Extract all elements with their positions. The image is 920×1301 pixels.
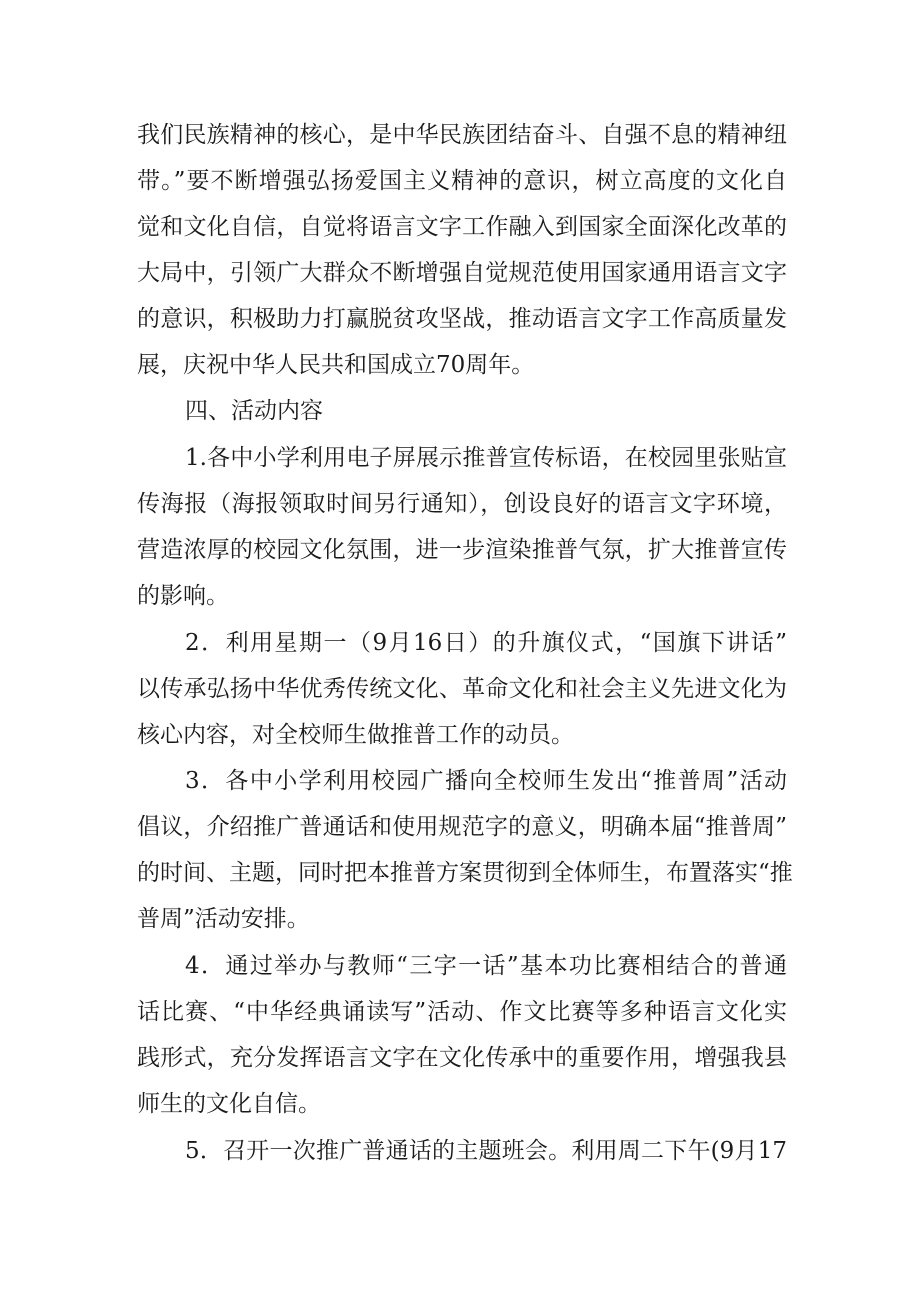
item-line: 践形式，充分发挥语言文字在文化传承中的重要作用，增强我县: [137, 1045, 787, 1071]
item-line: 1.各中小学利用电子屏展示推普宣传标语，在校园里张贴宣: [185, 445, 787, 471]
paragraph-line: 大局中，引领广大群众不断增强自觉规范使用国家通用语言文字: [137, 260, 787, 286]
item-line: 倡议，介绍推广普通话和使用规范字的意义，明确本届“推普周”: [137, 814, 787, 840]
item-line: 核心内容，对全校师生做推普工作的动员。: [137, 722, 574, 748]
item-line: 传海报（海报领取时间另行通知），创设良好的语言文字环境，: [137, 491, 787, 517]
paragraph-line: 展，庆祝中华人民共和国成立70周年。: [137, 352, 535, 378]
item-line: 2．利用星期一（9月16日）的升旗仪式，“国旗下讲话”: [185, 630, 787, 656]
section-heading: 四、活动内容: [185, 398, 323, 424]
item-line: 3．各中小学利用校园广播向全校师生发出“推普周”活动: [185, 768, 787, 794]
item-line: 以传承弘扬中华优秀传统文化、革命文化和社会主义先进文化为: [137, 676, 787, 702]
item-line: 5．召开一次推广普通话的主题班会。利用周二下午(9月17: [185, 1138, 787, 1164]
item-line: 师生的文化自信。: [137, 1091, 321, 1117]
paragraph-line: 觉和文化自信，自觉将语言文字工作融入到国家全面深化改革的: [137, 214, 787, 240]
paragraph-line: 的意识，积极助力打赢脱贫攻坚战，推动语言文字工作高质量发: [137, 306, 787, 332]
item-line: 营造浓厚的校园文化氛围，进一步渲染推普气氛，扩大推普宣传: [137, 537, 787, 563]
paragraph-line: 带。”要不断增强弘扬爱国主义精神的意识，树立高度的文化自: [137, 168, 787, 194]
item-line: 的时间、主题，同时把本推普方案贯彻到全体师生，布置落实“推: [137, 860, 793, 886]
item-line: 的影响。: [137, 583, 229, 609]
item-line: 话比赛、“中华经典诵读写”活动、作文比赛等多种语言文化实: [137, 999, 787, 1025]
item-line: 普周”活动安排。: [137, 906, 310, 932]
paragraph-line: 我们民族精神的核心，是中华民族团结奋斗、自强不息的精神纽: [137, 122, 787, 148]
item-line: 4．通过举办与教师“三字一话”基本功比赛相结合的普通: [185, 953, 787, 979]
